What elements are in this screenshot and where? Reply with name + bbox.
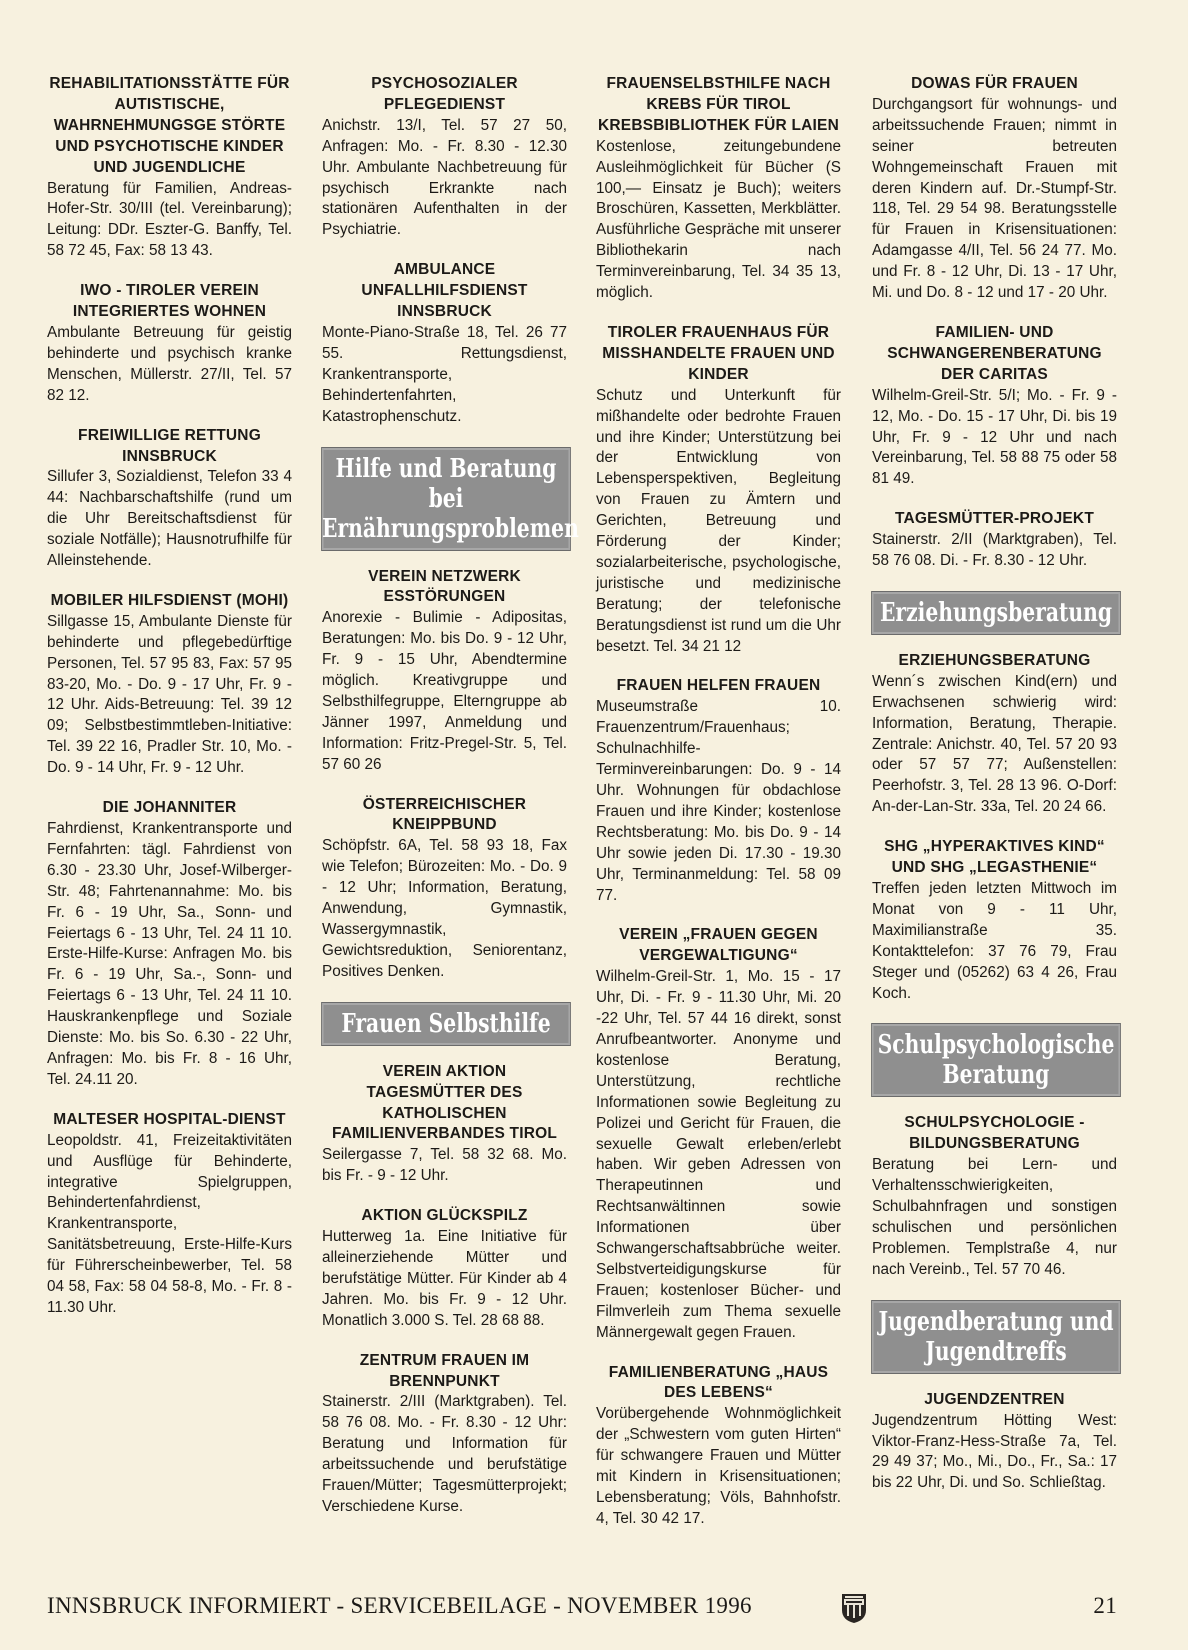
entry-heading: JUGENDZENTREN xyxy=(924,1390,1065,1408)
entry-heading: VEREIN AKTION TAGESMÜTTER DES KATHOLISCHEN FAMILIENVERBANDES TIROL xyxy=(331,1062,558,1143)
entry-body: Ambulante Betreuung für geistig behinderte und psychisch kranke Menschen, Müllerstr. 27/II, Tel. 57 82 12. xyxy=(47,323,292,404)
section-banner: Jugendberatung und Jugendtreffs xyxy=(871,1300,1121,1374)
section-banner: Schulpsychologische Beratung xyxy=(871,1023,1121,1097)
directory-entry xyxy=(322,1062,567,1187)
directory-entry xyxy=(596,74,841,304)
section-banner: Frauen Selbsthilfe xyxy=(321,1002,571,1046)
entry-body: Wilhelm-Greil-Str. 1, Mo. 15 - 17 Uhr, Di. - Fr. 9 - 11.30 Uhr, Mi. 20 -22 Uhr, Tel. 57 44 16 direkt, sonst Anrufbeantworter. Anonyme und kostenlose Beratung, Unterstützung, rechtliche Informationen sowie Begleitung zu Polizei und Gericht für Frauen, die sexuelle Gewalt erleben/erlebt haben. Wir geben Adressen von Therapeutinnen und Rechtsanwältinnen sowie Informationen über Schwangerschaftsabbrüche weiter. Selbstverteidigungskurse für Frauen; kostenloser Bücher- und Filmverleih zum Thema sexuelle Männergewalt gegen Frauen. xyxy=(596,968,841,1341)
entry-heading: IWO - TIROLER VEREIN INTEGRIERTES WOHNEN xyxy=(72,282,267,321)
directory-entry xyxy=(47,798,292,1091)
entry-body: Wilhelm-Greil-Str. 5/I; Mo. - Fr. 9 - 12, Mo. - Do. 15 - 17 Uhr, Di. bis 19 Uhr, Fr. 9 - 12 Uhr und nach Vereinbarung, Tel. 58 88 75 oder 58 81 49. xyxy=(872,386,1117,488)
innsbruck-coat-of-arms-icon xyxy=(840,1592,868,1624)
entry-heading: MOBILER HILFSDIENST (MOHI) xyxy=(50,591,289,609)
entry-heading: AKTION GLÜCKSPILZ xyxy=(361,1207,528,1225)
section-banner: Erziehungsberatung xyxy=(871,591,1121,635)
entry-body: Durchgangsort für wohnungs- und arbeitssuchende Frauen; nimmt in seiner betreuten Wohngemeinschaft Frauen mit deren Kindern auf. Dr.-Stumpf-Str. 118, Tel. 29 54 98. Beratungsstelle für Frauen in Krisensituationen: Adamgasse 4/II, Tel. 56 24 77. Mo. und Fr. 8 - 12 Uhr, Di. 13 - 17 Uhr, Mi. und Do. 8 - 12 und 17 - 20 Uhr. xyxy=(872,95,1117,302)
page-footer xyxy=(47,1593,1117,1619)
entry-body: Monte-Piano-Straße 18, Tel. 26 77 55. Rettungsdienst, Krankentransporte, Behindertenfahrten, Katastrophenschutz. xyxy=(322,323,567,425)
entry-body: Stainerstr. 2/III (Marktgraben). Tel. 58 76 08. Mo. - Fr. 8.30 - 12 Uhr: Beratung und Information für arbeitssuchende und berufstätige Frauen/Mütter; Tagesmütterprojekt; Verschiedene Kurse. xyxy=(322,1393,567,1515)
directory-entry xyxy=(596,1363,841,1530)
entry-heading: ÖSTERREICHISCHER KNEIPPBUND xyxy=(362,795,527,834)
directory-entry xyxy=(322,795,567,983)
entry-body: Schöpfstr. 6A, Tel. 58 93 18, Fax wie Telefon; Bürozeiten: Mo. - Do. 9 - 12 Uhr; Information, Beratung, Anwendung, Gymnastik, Wassergymnastik, Gewichtsreduktion, Seniorentanz, Positives Denken. xyxy=(322,837,567,980)
footer-title: INNSBRUCK INFORMIERT - SERVICEBEILAGE - NOVEMBER 1996 xyxy=(47,1593,752,1618)
directory-entry xyxy=(47,281,292,406)
entry-heading: FREIWILLIGE RETTUNG INNSBRUCK xyxy=(78,426,261,465)
directory-entry xyxy=(322,1206,567,1331)
entry-body: Anorexie - Bulimie - Adipositas, Beratungen: Mo. bis Do. 9 - 12 Uhr, Fr. 9 - 15 Uhr, Abendtermine möglich. Kreativgruppe und Selbsthilfegruppe, Elterngruppe ab Jänner 1997, Anmeldung und Information: Fritz-Pregel-Str. 5, Tel. 57 60 26 xyxy=(322,609,567,773)
directory-entry xyxy=(596,676,841,906)
directory-entry xyxy=(47,591,292,779)
entry-body: Beratung für Familien, Andreas-Hofer-Str. 30/III (tel. Vereinbarung); Leitung: DDr. Eszter-G. Banffy, Tel. 58 72 45, Fax: 58 13 43. xyxy=(47,179,292,260)
entry-body: Treffen jeden letzten Mittwoch im Monat von 9 - 11 Uhr, Maximilianstraße 35. Kontakttelefon: 37 76 79, Frau Steger und (05262) 63 4 26, Frau Koch. xyxy=(872,880,1117,1002)
column-1 xyxy=(47,74,292,1338)
page-number: 21 xyxy=(1093,1593,1117,1618)
directory-entry xyxy=(872,1390,1117,1495)
column-4 xyxy=(872,74,1117,1513)
entry-body: Stainerstr. 2/II (Marktgraben), Tel. 58 76 08. Di. - Fr. 8.30 - 12 Uhr. xyxy=(872,531,1117,570)
entry-body: Anichstr. 13/I, Tel. 57 27 50, Anfragen: Mo. - Fr. 8.30 - 12.30 Uhr. Ambulante Nachbetreuung für psychisch Erkrankte nach stationären Aufenthalten in der Psychiatrie. xyxy=(322,116,567,239)
section-banner: Hilfe und Beratung bei Ernährungsproblemen xyxy=(321,447,571,551)
directory-entry xyxy=(47,426,292,572)
entry-body: Beratung bei Lern- und Verhaltensschwierigkeiten, Schulbahnfragen und sonstigen schulischen und persönlichen Problemen. Templstraße 4, nur nach Vereinb., Tel. 57 70 46. xyxy=(872,1156,1117,1278)
entry-body: Sillgasse 15, Ambulante Dienste für behinderte und pflegebedürftige Personen, Tel. 57 95 83, Fax: 57 95 83-20, Mo. - Do. 9 - 17 Uhr, Fr. 9 - 12 Uhr. Aids-Betreuung: Tel. 39 12 09; Selbstbestimmtleben-Initiative: Tel. 39 22 16, Pradler Str. 10, Mo. - Do. 9 - 14 Uhr, Fr. 9 - 12 Uhr. xyxy=(47,612,292,777)
entry-body: Leopoldstr. 41, Freizeitaktivitäten und Ausflüge für Behinderte, integrative Spielgruppen, Behindertenfahrdienst, Krankentransporte, Sanitätsbetreuung, Erste-Hilfe-Kurs für Führerscheinbewerber, Tel. 58 04 58, Fax: 58 04 58-8, Mo. - Fr. 8 - 11.30 Uhr. xyxy=(47,1131,292,1316)
directory-entry xyxy=(322,567,567,776)
directory-entry xyxy=(872,323,1117,490)
entry-heading: TAGESMÜTTER-PROJEKT xyxy=(895,510,1094,528)
entry-heading: PSYCHOSOZIALER PFLEGEDIENST xyxy=(371,75,518,113)
entry-body: Hutterweg 1a. Eine Initiative für alleinerziehende Mütter und berufstätige Mütter. Für Kinder ab 4 Jahren. Mo. bis Fr. 9 - 12 Uhr. Monatlich 3.000 S. Tel. 28 68 88. xyxy=(322,1228,567,1329)
entry-heading: SCHULPSYCHOLOGIE - BILDUNGSBERATUNG xyxy=(904,1114,1085,1153)
directory-entry xyxy=(872,651,1117,818)
directory-entry xyxy=(872,74,1117,304)
entry-heading: VEREIN „FRAUEN GEGEN VERGEWALTIGUNG“ xyxy=(619,926,818,965)
entry-heading: DOWAS FÜR FRAUEN xyxy=(911,75,1078,92)
entry-body: Schutz und Unterkunft für mißhandelte oder bedrohte Frauen und ihre Kinder; Unterstützung bei der Entwicklung von Lebensperspektiven, Begleitung von Frauen zu Ämtern und Gerichten, Betreuung und Förderung der Kinder; sozialarbeiterische, psychologische, juristische und medizinische Beratung; der telefonische Beratungsdienst ist rund um die Uhr besetzt. Tel. 34 21 12 xyxy=(596,386,841,655)
directory-entry xyxy=(322,74,567,241)
entry-body: Seilergasse 7, Tel. 58 32 68. Mo. bis Fr. - 9 - 12 Uhr. xyxy=(322,1146,567,1185)
entry-heading: VEREIN NETZWERK ESSTÖRUNGEN xyxy=(368,567,521,606)
column-2 xyxy=(321,74,579,1537)
directory-entry xyxy=(872,837,1117,1004)
directory-entry xyxy=(47,74,292,262)
directory-entry xyxy=(872,509,1117,572)
entry-body: Wenn´s zwischen Kind(ern) und Erwachsenen schwierig wird: Information, Beratung, Therapie. Zentrale: Anichstr. 40, Tel. 57 20 93 oder 57 57 77; Außenstellen: Peerhofstr. 3, Tel. 28 13 96. O-Dorf: An-der-Lan-Str. 33a, Tel. 20 24 66. xyxy=(872,672,1117,816)
entry-heading: ZENTRUM FRAUEN IM BRENNPUNKT xyxy=(359,1351,530,1390)
directory-entry xyxy=(872,1113,1117,1280)
entry-heading: FRAUEN HELFEN FRAUEN xyxy=(616,677,821,695)
entry-heading: SHG „HYPERAKTIVES KIND“ UND SHG „LEGASTHENIE“ xyxy=(884,838,1105,877)
directory-entry xyxy=(322,260,567,427)
entry-body: Fahrdienst, Krankentransporte und Fernfahrten: tägl. Fahrdienst von 6.30 - 23.30 Uhr, Josef-Wilberger-Str. 48; Fahrtenannahme: Mo. bis Fr. 6 - 19 Uhr, Sa., Sonn- und Feiertags 6 - 13 Uhr, Tel. 24 11 10. Erste-Hilfe-Kurse: Anfragen Mo. bis Fr. 6 - 19 Uhr, Sa.-, Sonn- und Feiertags 6 - 13 Uhr, Tel. 24 11 10. Hauskrankenpflege und Soziale Dienste: Mo. bis So. 6.30 - 22 Uhr, Anfragen: Mo. bis Fr. 8 - 16 Uhr, Tel. 24.11 20. xyxy=(47,820,292,1088)
entry-heading: FRAUENSELBSTHILFE NACH KREBS FÜR TIROL KREBSBIBLIOTHEK FÜR LAIEN xyxy=(598,75,839,134)
column-3 xyxy=(596,74,841,1549)
directory-entry xyxy=(596,925,841,1343)
entry-heading: AMBULANCE UNFALLHILFSDIENST INNSBRUCK xyxy=(361,261,528,321)
entry-heading: ERZIEHUNGSBERATUNG xyxy=(898,651,1091,669)
directory-entry xyxy=(322,1351,567,1518)
entry-heading: FAMILIENBERATUNG „HAUS DES LEBENS“ xyxy=(608,1363,829,1402)
entry-body: Vorübergehende Wohnmöglichkeit der „Schwestern vom guten Hirten“ für schwangere Frauen und Mütter mit Kindern in Krisensituationen; Lebensberatung; Völs, Bahnhofstr. 4, Tel. 30 42 17. xyxy=(596,1405,841,1527)
directory-entry xyxy=(596,323,841,658)
entry-body: Jugendzentrum Hötting West: Viktor-Franz-Hess-Straße 7a, Tel. 29 49 37; Mo., Mi., Do., Fr., Sa.: 17 bis 22 Uhr, Di. und So. Schließtag. xyxy=(872,1411,1117,1492)
entry-body: Museumstraße 10. Frauenzentrum/Frauenhaus; Schulnachhilfe-Terminvereinbarungen: Do. 9 - 14 Uhr. Wohnungen für obdachlose Frauen und ihre Kinder; kostenlose Rechtsberatung: Mo. bis Do. 9 - 14 Uhr sowie jeden Di. 17.30 - 19.30 Uhr, Terminanmeldung: Tel. 58 09 77. xyxy=(596,698,841,904)
entry-body: Sillufer 3, Sozialdienst, Telefon 33 4 44: Nachbarschaftshilfe (rund um die Uhr Bereitschaftsdienst für soziale Notfälle); Hausnotrufhilfe für Alleinstehende. xyxy=(47,468,292,570)
entry-heading: FAMILIEN- UND SCHWANGERENBERATUNG DER CARITAS xyxy=(887,323,1102,383)
entry-body: Kostenlose, zeitungebundene Ausleihmöglichkeit für Bücher (S 100,— Einsatz je Buch); weiters Broschüren, Kassetten, Merkblätter. Ausführliche Gespräche mit unserer Bibliothekarin nach Terminvereinbarung, Tel. 34 35 13, möglich. xyxy=(596,137,841,302)
entry-heading: REHABILITATIONSSTÄTTE FÜR AUTISTISCHE, WAHRNEHMUNGSGE STÖRTE UND PSYCHOTISCHE KINDER UND JUGENDLICHE xyxy=(49,75,290,176)
entry-heading: MALTESER HOSPITAL-DIENST xyxy=(53,1110,286,1128)
entry-heading: DIE JOHANNITER xyxy=(102,799,237,817)
directory-entry xyxy=(47,1110,292,1319)
entry-heading: TIROLER FRAUENHAUS FÜR MISSHANDELTE FRAUEN UND KINDER xyxy=(602,323,835,383)
